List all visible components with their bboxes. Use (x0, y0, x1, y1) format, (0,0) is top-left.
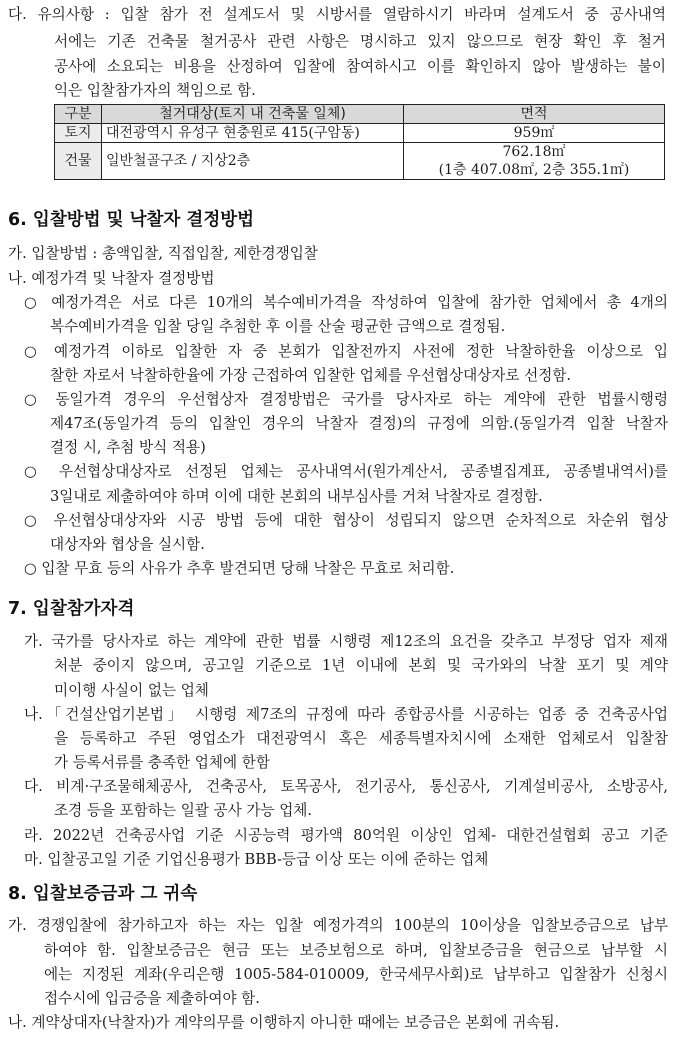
section-7-line: 조경 등을 포함하는 일괄 공사 가능 업체. (54, 802, 313, 819)
section-6-line: ○ 동일가격 경우의 우선협상자 결정방법은 국가를 당사자로 하는 계약에 관한 법률시행령 (24, 391, 668, 408)
section-7-line: 미이행 사실이 없는 업체 (54, 682, 209, 699)
table-header-row (55, 105, 665, 124)
section-6-line: 결정 시, 추첨 방식 적용) (50, 439, 206, 456)
table-row (55, 143, 665, 180)
section-7-line: 라. 2022년 건축공사업 기준 시공능력 평가액 80억원 이상인 업체- 대한건설협회 공고 기준 (24, 827, 668, 844)
table-header-cell: 철거대상(토지 내 건축물 일체) (102, 105, 404, 124)
table-cell-area-group (404, 143, 665, 180)
section-6-line: ○ 입찰 무효 등의 사유가 추후 발견되면 당해 낙찰은 무효로 처리함. (24, 560, 455, 577)
table-cell-area-detail: (1층 407.08㎡, 2층 355.1㎡) (438, 162, 630, 178)
section-6-line: ○ 예정가격 이하로 입찰한 자 중 본회가 입찰전까지 사전에 정한 낙찰하한율 이상으로 입 (24, 343, 668, 360)
section-6-line: 가. 입찰방법 : 총액입찰, 직접입찰, 제한경쟁입찰 (8, 245, 318, 262)
section-7-line: 다. 비계·구조물해체공사, 건축공사, 토목공사, 전기공사, 통신공사, 기계설비공사, 소방공사, (24, 778, 668, 795)
section-7-line: 처분 중이지 않으며, 공고일 기준으로 1년 이내에 본회 및 국가와의 낙찰 포기 및 계약 (54, 657, 668, 674)
table-header-cell: 구분 (55, 105, 102, 124)
table-cell-target: 일반철골구조 / 지상2층 (102, 143, 404, 180)
section-8-title: 8. 입찰보증금과 그 귀속 (8, 884, 198, 904)
section-6-line: ○ 예정가격은 서로 다른 10개의 복수예비가격을 작성하여 입찰에 참가한 업체에서 총 4개의 (24, 294, 668, 311)
section-8-line: 에는 지정된 계좌(우리은행 1005-584-010009, 한국세무사회)로 납부하고 입찰참가 신청시 (44, 966, 668, 983)
table-cell-area: 762.18㎡ (502, 144, 566, 160)
table-cell-area: 959㎡ (404, 124, 665, 143)
section-6-line: ○ 우선협상대상자와 시공 방법 등에 대한 협상이 성립되지 않으면 순차적으로 차순위 협상 (24, 512, 668, 529)
section-6-line: ○ 우선협상대상자로 선정된 업체는 공사내역서(원가계산서, 공종별집계표, 공종별내역서)를 (24, 463, 668, 480)
table-row (55, 124, 665, 143)
table-header-cell: 면적 (404, 105, 665, 124)
section-7-line: 가. 국가를 당사자로 하는 계약에 관한 법률 시행령 제12조의 요건을 갖추고 부정당 업자 제재 (24, 633, 668, 650)
section-6-line: 나. 예정가격 및 낙찰자 결정방법 (8, 270, 215, 287)
section-6-line: 찰한 자로서 낙찰하한율에 가장 근접하여 입찰한 업체를 우선협상대상자로 선정함. (50, 367, 572, 384)
section-7-line: 가 등록서류를 충족한 업체에 한함 (54, 754, 270, 771)
section-8-line: 하여야 함. 입찰보증금은 현금 또는 보증보험으로 하며, 입찰보증금을 현금으로 납부할 시 (44, 942, 668, 959)
demolition-table (54, 104, 665, 180)
section-8-line: 가. 경쟁입찰에 참가하고자 하는 자는 입찰 예정가격의 100분의 10이상을 입찰보증금으로 납부 (8, 917, 668, 934)
section-7-line: 마. 입찰공고일 기준 기업신용평가 BBB-등급 이상 또는 이에 준하는 업체 (24, 851, 489, 868)
section-6-line: 대상자와 협상을 실시함. (50, 536, 205, 553)
section-7-line: 나.「건설산업기본법」 시행령 제7조의 규정에 따라 종합공사를 시공하는 업종 중 건축공사업 (24, 706, 668, 723)
table-cell-type: 토지 (55, 124, 102, 143)
notice-line: 익은 입찰참가자의 책임으로 함. (54, 82, 256, 99)
section-7-line: 을 등록하고 주된 영업소가 대전광역시 혹은 세종특별자치시에 소재한 업체로서 입찰참 (54, 730, 668, 747)
section-6-line: 3일내로 제출하여야 하며 이에 대한 본회의 내부심사를 거쳐 낙찰자로 결정함. (50, 488, 543, 505)
section-8-line: 나. 계약상대자(낙찰자)가 계약의무를 이행하지 아니한 때에는 보증금은 본회에 귀속됨. (8, 1014, 560, 1031)
section-6-line: 제47조(동일가격 등의 입찰인 경우의 낙찰자 결정)의 규정에 의함.(동일가격 입찰 낙찰자 (50, 415, 668, 432)
notice-line: 공사에 소요되는 비용을 산정하여 입찰에 참여하시고 이를 확인하지 않아 발생하는 불이 (54, 58, 666, 75)
section-6-title: 6. 입찰방법 및 낙찰자 결정방법 (8, 210, 255, 230)
section-6-line: 복수예비가격을 입찰 당일 추첨한 후 이를 산술 평균한 금액으로 결정됨. (50, 318, 506, 335)
section-7-title: 7. 입찰참가자격 (8, 599, 135, 619)
notice-line: 서에는 기존 건축물 철거공사 관련 사항은 명시하고 있지 않으므로 현장 확인 후 철거 (54, 33, 666, 50)
table-cell-target: 대전광역시 유성구 현충원로 415(구암동) (102, 124, 404, 143)
notice-line: 다. 유의사항 : 입찰 참가 전 설계도서 및 시방서를 열람하시기 바라며 설계도서 중 공사내역 (8, 6, 666, 23)
table-cell-type: 건물 (55, 143, 102, 180)
section-8-line: 접수시에 입금증을 제출하여야 함. (44, 990, 260, 1007)
